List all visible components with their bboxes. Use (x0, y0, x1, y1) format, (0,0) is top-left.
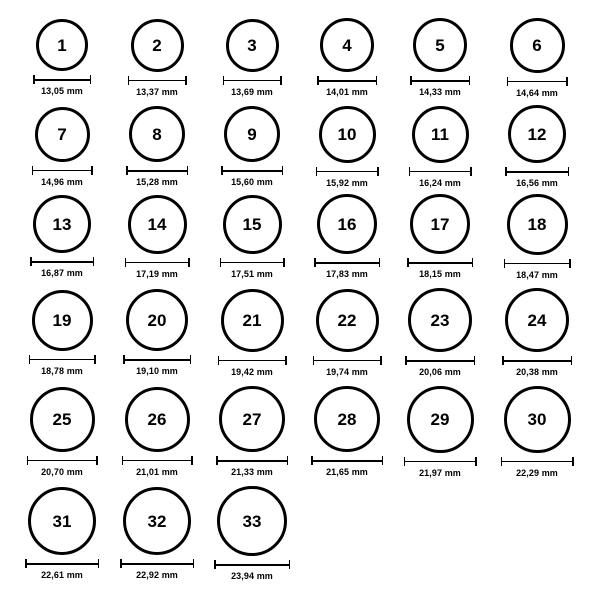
diameter-measure-bar (505, 167, 569, 176)
measure-line (221, 170, 283, 172)
ring-circle (319, 106, 376, 163)
measure-tick-right (472, 258, 474, 267)
diameter-label: 14,96 mm (41, 176, 83, 187)
measure-line (126, 170, 188, 172)
diameter-measure-bar (507, 77, 568, 86)
ring-size-cell (14, 387, 110, 477)
measure-tick-left (501, 457, 503, 466)
diameter-label: 17,19 mm (136, 268, 178, 279)
diameter-measure-bar (405, 356, 475, 365)
ring-circle (217, 486, 287, 556)
ring-size-label: 19 (52, 310, 72, 330)
ring-size-label: 20 (147, 310, 167, 330)
measure-line (29, 359, 96, 361)
ring-size-cell (204, 19, 300, 97)
ring-size-label: 11 (431, 124, 449, 144)
measure-tick-left (410, 76, 412, 85)
measure-tick-left (505, 167, 507, 176)
ring-circle-wrap (36, 19, 88, 71)
measure-line (120, 563, 194, 565)
measure-line (128, 80, 187, 82)
measure-tick-right (282, 166, 284, 175)
ring-circle-wrap (221, 289, 284, 352)
ring-size-cell (109, 195, 205, 279)
ring-circle-wrap (30, 387, 95, 452)
diameter-measure-bar (221, 166, 283, 175)
ring-size-cell (392, 288, 488, 377)
ring-size-label: 14 (147, 214, 167, 234)
measure-tick-right (193, 559, 195, 568)
measure-line (317, 80, 377, 82)
measure-tick-left (126, 166, 128, 175)
ring-size-label: 28 (337, 409, 357, 429)
ring-size-cell (489, 386, 585, 478)
ring-circle (129, 106, 185, 162)
ring-circle (510, 18, 565, 73)
ring-circle (412, 106, 469, 163)
measure-line (409, 171, 472, 173)
diameter-label: 16,87 mm (41, 268, 83, 278)
measure-tick-right (469, 76, 471, 85)
ring-size-label: 32 (147, 511, 167, 531)
ring-circle-wrap (314, 386, 380, 452)
diameter-label: 13,69 mm (231, 86, 273, 97)
ring-size-cell (299, 18, 395, 97)
diameter-label: 21,33 mm (231, 467, 273, 477)
ring-circle (223, 195, 282, 254)
diameter-measure-bar (216, 456, 288, 465)
measure-tick-right (376, 76, 378, 85)
ring-circle-wrap (223, 195, 282, 254)
ring-size-cell (14, 290, 110, 376)
ring-circle (36, 19, 88, 71)
ring-size-label: 16 (337, 214, 357, 234)
measure-tick-right (188, 258, 190, 267)
ring-size-label: 2 (152, 35, 162, 55)
ring-circle-wrap (410, 194, 470, 254)
diameter-label: 13,37 mm (136, 86, 178, 97)
measure-line (123, 359, 191, 361)
measure-tick-right (380, 356, 382, 365)
ring-size-cell (14, 19, 110, 96)
ring-circle-wrap (413, 18, 467, 72)
ring-size-cell (299, 386, 395, 477)
measure-line (33, 79, 91, 81)
ring-size-label: 12 (527, 124, 547, 144)
ring-circle (410, 194, 470, 254)
measure-tick-left (504, 259, 506, 268)
ring-size-cell (14, 107, 110, 187)
ring-circle (35, 107, 90, 162)
measure-tick-left (128, 76, 130, 85)
diameter-label: 18,47 mm (516, 269, 558, 280)
measure-line (27, 460, 98, 462)
ring-circle-wrap (219, 386, 285, 452)
ring-circle-wrap (33, 195, 91, 253)
measure-tick-left (502, 356, 504, 365)
measure-tick-right (568, 167, 570, 176)
diameter-measure-bar (410, 76, 470, 85)
ring-size-cell (299, 106, 395, 188)
ring-circle (28, 487, 96, 555)
ring-size-label: 1 (57, 35, 67, 55)
ring-size-label: 33 (242, 511, 262, 531)
ring-circle-wrap (35, 107, 90, 162)
diameter-label: 21,01 mm (136, 466, 178, 477)
ring-size-cell (109, 289, 205, 376)
measure-tick-left (216, 456, 218, 465)
ring-circle-wrap (504, 386, 571, 453)
diameter-measure-bar (220, 258, 285, 267)
diameter-label: 15,60 mm (231, 177, 273, 187)
diameter-label: 18,15 mm (419, 269, 461, 279)
measure-tick-left (32, 166, 34, 175)
measure-line (507, 81, 568, 83)
ring-circle-wrap (508, 105, 566, 163)
measure-tick-right (187, 166, 189, 175)
ring-circle-wrap (408, 288, 472, 352)
ring-circle-wrap (505, 288, 569, 352)
measure-line (314, 262, 380, 264)
diameter-measure-bar (317, 76, 377, 85)
ring-size-cell (14, 195, 110, 278)
ring-circle (131, 19, 184, 72)
measure-tick-left (122, 456, 124, 465)
ring-size-label: 8 (152, 124, 162, 144)
measure-tick-left (218, 356, 220, 365)
measure-tick-right (379, 258, 381, 267)
diameter-measure-bar (123, 355, 191, 364)
ring-circle-wrap (224, 106, 280, 162)
ring-circle (123, 487, 191, 555)
diameter-measure-bar (311, 456, 383, 465)
diameter-label: 22,61 mm (41, 570, 83, 580)
ring-size-cell (109, 106, 205, 187)
ring-size-label: 24 (527, 310, 547, 330)
ring-size-label: 27 (242, 409, 262, 429)
diameter-measure-bar (407, 258, 473, 267)
measure-tick-right (280, 76, 282, 85)
diameter-measure-bar (32, 166, 93, 175)
diameter-measure-bar (126, 166, 188, 175)
measure-tick-left (220, 258, 222, 267)
ring-size-cell (109, 487, 205, 580)
ring-size-label: 6 (532, 35, 542, 55)
ring-circle-wrap (217, 486, 287, 556)
measure-line (505, 171, 569, 173)
diameter-measure-bar (409, 167, 472, 176)
diameter-label: 13,05 mm (41, 86, 83, 96)
diameter-measure-bar (502, 356, 572, 365)
measure-tick-left (407, 258, 409, 267)
ring-circle (226, 19, 279, 72)
measure-line (223, 80, 282, 82)
diameter-measure-bar (120, 559, 194, 568)
ring-circle (408, 288, 472, 352)
diameter-label: 22,92 mm (136, 570, 178, 580)
ring-circle-wrap (32, 290, 93, 351)
measure-tick-right (90, 75, 92, 84)
ring-size-label: 29 (430, 409, 450, 429)
ring-size-cell (299, 194, 395, 279)
ring-circle (126, 289, 188, 351)
diameter-measure-bar (501, 457, 574, 466)
diameter-label: 20,06 mm (419, 367, 461, 377)
ring-circle (413, 18, 467, 72)
ring-size-cell (392, 194, 488, 279)
diameter-label: 21,65 mm (326, 467, 368, 477)
measure-tick-right (190, 355, 192, 364)
ring-size-cell (204, 289, 300, 377)
ring-circle (33, 195, 91, 253)
diameter-label: 16,56 mm (516, 178, 558, 188)
ring-size-cell (14, 487, 110, 580)
ring-circle-wrap (28, 487, 96, 555)
measure-tick-right (377, 167, 379, 176)
measure-line (218, 360, 287, 362)
diameter-label: 20,38 mm (516, 367, 558, 377)
measure-tick-right (474, 356, 476, 365)
ring-size-label: 7 (57, 124, 67, 144)
ring-circle-wrap (131, 19, 184, 72)
measure-tick-right (191, 456, 193, 465)
measure-tick-right (569, 259, 571, 268)
ring-size-label: 23 (430, 310, 450, 330)
ring-circle-wrap (507, 194, 568, 255)
ring-size-cell (489, 18, 585, 98)
diameter-measure-bar (29, 355, 96, 364)
measure-tick-right (185, 76, 187, 85)
ring-circle-wrap (125, 387, 190, 452)
measure-tick-right (98, 559, 100, 568)
ring-circle (219, 386, 285, 452)
ring-circle-wrap (407, 386, 474, 453)
ring-size-cell (392, 386, 488, 478)
ring-circle (317, 194, 377, 254)
diameter-measure-bar (504, 259, 571, 268)
ring-size-label: 10 (337, 124, 357, 144)
ring-circle-wrap (320, 18, 374, 72)
measure-tick-right (287, 456, 289, 465)
ring-size-cell (489, 194, 585, 280)
ring-circle-wrap (319, 106, 376, 163)
ring-size-label: 13 (52, 214, 72, 234)
measure-line (313, 360, 382, 362)
ring-size-label: 3 (247, 35, 257, 55)
ring-circle (507, 194, 568, 255)
measure-tick-right (91, 166, 93, 175)
diameter-label: 14,33 mm (419, 87, 461, 97)
measure-line (216, 460, 288, 462)
ring-size-cell (109, 19, 205, 97)
ring-size-cell (109, 387, 205, 477)
ring-circle (32, 290, 93, 351)
measure-tick-left (33, 75, 35, 84)
diameter-label: 14,01 mm (326, 87, 368, 97)
ring-circle (30, 387, 95, 452)
measure-tick-right (566, 77, 568, 86)
ring-circle-wrap (126, 289, 188, 351)
measure-tick-right (94, 355, 96, 364)
measure-tick-left (120, 559, 122, 568)
measure-tick-left (27, 456, 29, 465)
ring-circle (125, 387, 190, 452)
measure-tick-left (125, 258, 127, 267)
diameter-measure-bar (125, 258, 190, 267)
ring-size-label: 5 (435, 35, 445, 55)
ring-circle-wrap (128, 195, 187, 254)
measure-line (404, 461, 477, 463)
diameter-measure-bar (314, 258, 380, 267)
measure-tick-right (571, 356, 573, 365)
ring-circle-wrap (316, 289, 379, 352)
diameter-label: 19,74 mm (326, 366, 368, 377)
measure-tick-right (470, 167, 472, 176)
ring-size-label: 4 (342, 35, 352, 55)
diameter-measure-bar (313, 356, 382, 365)
diameter-measure-bar (33, 75, 91, 84)
ring-size-cell (392, 106, 488, 188)
diameter-label: 21,97 mm (419, 467, 461, 478)
measure-line (410, 80, 470, 82)
measure-tick-left (30, 257, 32, 266)
diameter-label: 18,78 mm (41, 365, 83, 376)
ring-size-label: 25 (52, 409, 72, 429)
ring-circle-wrap (123, 487, 191, 555)
measure-tick-right (285, 356, 287, 365)
measure-tick-left (214, 560, 216, 569)
measure-line (214, 564, 290, 566)
measure-tick-right (382, 456, 384, 465)
ring-circle (508, 105, 566, 163)
measure-tick-right (96, 456, 98, 465)
diameter-label: 17,51 mm (231, 268, 273, 279)
ring-circle-wrap (412, 106, 469, 163)
ring-size-cell (204, 195, 300, 279)
ring-circle (128, 195, 187, 254)
diameter-label: 15,92 mm (326, 177, 368, 188)
diameter-measure-bar (214, 560, 290, 569)
diameter-label: 16,24 mm (419, 177, 461, 188)
measure-line (407, 262, 473, 264)
measure-tick-left (25, 559, 27, 568)
ring-size-cell (204, 386, 300, 477)
measure-tick-left (404, 457, 406, 466)
diameter-measure-bar (25, 559, 99, 568)
ring-size-label: 17 (430, 214, 450, 234)
measure-tick-left (29, 355, 31, 364)
ring-size-label: 31 (52, 511, 72, 531)
diameter-measure-bar (122, 456, 193, 465)
ring-size-cell (489, 288, 585, 377)
ring-circle (224, 106, 280, 162)
measure-tick-left (507, 77, 509, 86)
diameter-label: 14,64 mm (516, 87, 558, 98)
diameter-measure-bar (218, 356, 287, 365)
ring-size-label: 9 (247, 124, 257, 144)
measure-line (122, 460, 193, 462)
ring-circle (314, 386, 380, 452)
diameter-label: 15,28 mm (136, 177, 178, 187)
diameter-measure-bar (404, 457, 477, 466)
ring-size-label: 15 (242, 214, 262, 234)
ring-circle (221, 289, 284, 352)
ring-size-cell (392, 18, 488, 97)
diameter-measure-bar (27, 456, 98, 465)
measure-tick-right (572, 457, 574, 466)
measure-line (32, 170, 93, 172)
ring-circle (505, 288, 569, 352)
measure-line (502, 360, 572, 362)
measure-tick-left (405, 356, 407, 365)
measure-tick-left (314, 258, 316, 267)
measure-line (316, 171, 379, 173)
diameter-measure-bar (30, 257, 94, 266)
diameter-label: 20,70 mm (41, 466, 83, 477)
ring-size-label: 18 (527, 214, 547, 234)
ring-circle (320, 18, 374, 72)
ring-size-cell (204, 106, 300, 187)
measure-line (405, 360, 475, 362)
measure-line (125, 262, 190, 264)
ring-circle (407, 386, 474, 453)
measure-line (504, 263, 571, 265)
ring-circle (504, 386, 571, 453)
measure-tick-left (123, 355, 125, 364)
measure-tick-left (409, 167, 411, 176)
diameter-label: 22,29 mm (516, 467, 558, 478)
ring-size-cell (204, 486, 300, 581)
measure-tick-right (93, 257, 95, 266)
measure-line (501, 461, 574, 463)
measure-tick-left (311, 456, 313, 465)
ring-size-label: 22 (337, 310, 357, 330)
measure-line (311, 460, 383, 462)
ring-circle-wrap (226, 19, 279, 72)
measure-tick-left (221, 166, 223, 175)
diameter-label: 19,42 mm (231, 366, 273, 377)
diameter-measure-bar (316, 167, 379, 176)
measure-tick-left (317, 76, 319, 85)
measure-tick-left (313, 356, 315, 365)
measure-tick-right (283, 258, 285, 267)
diameter-measure-bar (128, 76, 187, 85)
measure-tick-left (316, 167, 318, 176)
ring-circle-wrap (129, 106, 185, 162)
ring-size-label: 26 (147, 409, 167, 429)
measure-tick-left (223, 76, 225, 85)
ring-circle (316, 289, 379, 352)
ring-size-label: 21 (242, 310, 262, 330)
measure-line (30, 261, 94, 263)
measure-tick-right (475, 457, 477, 466)
measure-line (25, 563, 99, 565)
ring-circle-wrap (317, 194, 377, 254)
diameter-label: 23,94 mm (231, 571, 273, 581)
ring-size-cell (299, 289, 395, 377)
ring-circle-wrap (510, 18, 565, 73)
diameter-measure-bar (223, 76, 282, 85)
ring-size-label: 30 (527, 409, 547, 429)
diameter-label: 17,83 mm (326, 269, 368, 279)
ring-size-cell (489, 105, 585, 188)
diameter-label: 19,10 mm (136, 366, 178, 376)
measure-tick-right (289, 560, 291, 569)
measure-line (220, 262, 285, 264)
